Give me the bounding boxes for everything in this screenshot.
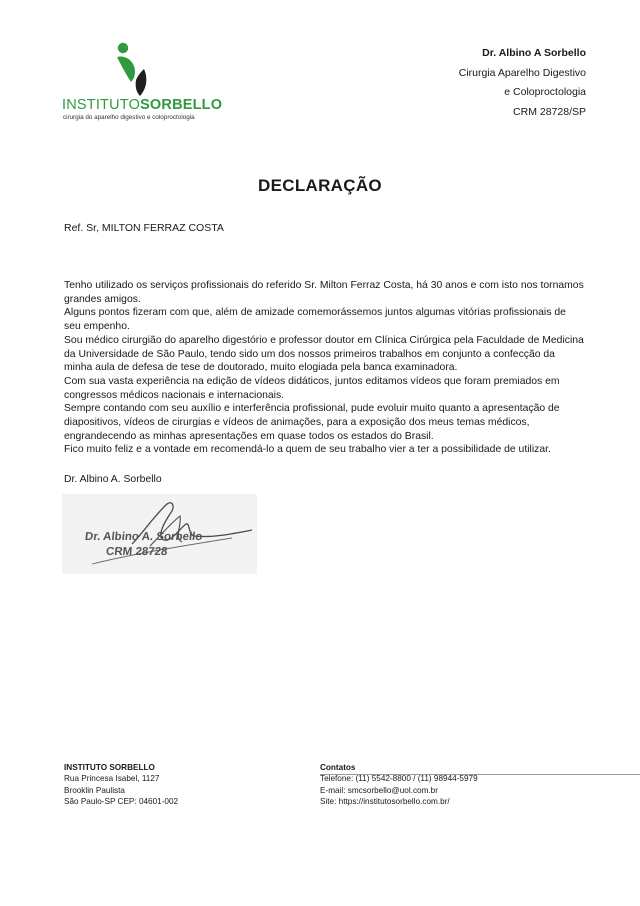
footer-address-line: Rua Princesa Isabel, 1127 bbox=[64, 774, 160, 784]
signoff-name: Dr. Albino A. Sorbello bbox=[64, 474, 162, 485]
stamp-name: Dr. Albino A. Sorbello bbox=[84, 531, 203, 543]
contact-email: E-mail: smcsorbello@uol.com.br bbox=[320, 785, 438, 795]
paragraph: Alguns pontos fizeram com que, além de amizade comemorássemos juntos algumas vitórias profissionais de seu empenho. bbox=[64, 307, 566, 333]
footer-address bbox=[64, 762, 178, 807]
institute-logo bbox=[62, 42, 222, 122]
contact-phone: Telefone: (11) 5542-8800 / (11) 98944-5979 bbox=[320, 774, 478, 784]
footer-address-line: São Paulo-SP CEP: 04601-002 bbox=[64, 796, 179, 806]
paragraph: Com sua vasta experiência na edição de vídeos didáticos, juntos editamos vídeos que foram premiados em congressos médicos nacionais e internacionais. bbox=[64, 375, 560, 401]
declaration-body bbox=[64, 279, 584, 457]
footer-address-line: Brooklin Paulista bbox=[64, 785, 125, 795]
footer-contacts bbox=[320, 762, 478, 807]
specialty-line-1: Cirurgia Aparelho Digestivo bbox=[458, 66, 586, 79]
doctor-name: Dr. Albino A Sorbello bbox=[482, 47, 586, 59]
signature-stamp bbox=[62, 494, 257, 574]
specialty-line-2: e Coloproctologia bbox=[504, 86, 586, 98]
document-title: DECLARAÇÃO bbox=[258, 176, 382, 195]
paragraph: Sempre contando com seu auxílio e interferência profissional, pude evoluir muito quanto a apresentação de diapositivos, vídeos de cirurgias e vídeos de animações, para a exposição dos meus temas médicos, engrandecendo as minhas apresentações em quase todos os estados do Brasil. bbox=[64, 403, 560, 442]
crm-number: CRM 28728/SP bbox=[513, 105, 586, 118]
paragraph: Fico muito feliz e a vontade em recomendá-lo a quem de seu trabalho vier a ter a possibilidade de utilizar. bbox=[64, 444, 551, 456]
doctor-header bbox=[459, 44, 586, 122]
logo-wordmark: INSTITUTOSORBELLO bbox=[62, 97, 223, 113]
paragraph: Tenho utilizado os serviços profissionais do referido Sr. Milton Ferraz Costa, há 30 anos e com isto nos tornamos grandes amigos. bbox=[64, 280, 584, 305]
logo-symbol-icon bbox=[114, 42, 154, 98]
footer-org-name: INSTITUTO SORBELLO bbox=[64, 763, 155, 772]
reference-line: Ref. Sr, MILTON FERRAZ COSTA bbox=[64, 222, 224, 234]
logo-tagline: cirurgia do aparelho digestivo e coloproctologia bbox=[63, 114, 195, 121]
paragraph: Sou médico cirurgião do aparelho digestório e professor doutor em Clínica Cirúrgica pela Faculdade de Medicina da Universidade de São Paulo, tendo sido um dos nossos primeiros trabalhos em conjunto a confecção da minha aula de defesa de tese de doutorado, muito elogiada pela banca examinadora. bbox=[64, 334, 584, 374]
contacts-heading: Contatos bbox=[320, 763, 356, 772]
contact-site: Site: https://institutosorbello.com.br/ bbox=[320, 796, 450, 806]
stamp-crm: CRM 28728 bbox=[105, 546, 169, 558]
